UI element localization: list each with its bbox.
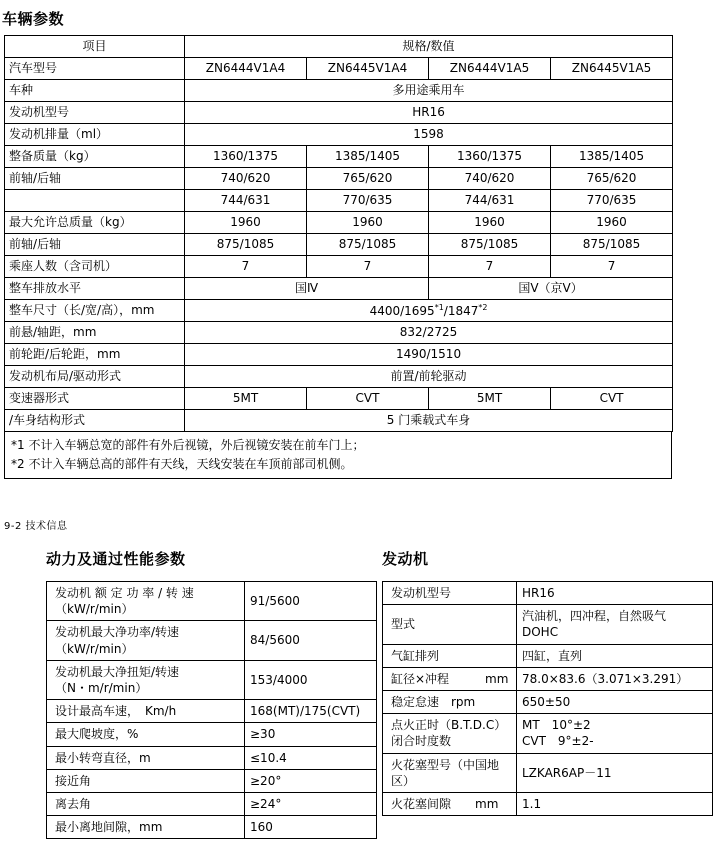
row-value: 1960 [185,212,307,234]
perf-key-line2: （N・m/r/min） [55,680,148,695]
engine-value: 1.1 [517,792,713,815]
perf-value: 84/5600 [245,621,377,660]
row-value: 1360/1375 [429,146,551,168]
table-row [5,80,673,102]
engine-value-line2: CVT 9°±2- [522,734,594,749]
row-value: 1598 [185,124,673,146]
table-row [383,714,713,753]
row-value: 1385/1405 [307,146,429,168]
table-row [5,410,673,432]
row-value: 5 门乘载式车身 [185,410,673,432]
engine-title: 发动机 [382,550,429,568]
row-label: 乘座人数（含司机） [5,256,185,278]
table-row [383,667,713,690]
row-value: 770/635 [307,190,429,212]
row-value: 7 [185,256,307,278]
perf-key-line1: 发动机最大净功率/转速 [55,625,180,640]
engine-value-line2: DOHC [522,625,559,640]
table-row [47,769,377,792]
row-value: 7 [307,256,429,278]
footnote-ref-1: *1 [434,302,444,312]
row-value: 744/631 [185,190,307,212]
table-footnotes [4,432,672,479]
perf-key: 离去角 [47,792,245,815]
row-label: 发动机布局/驱动形式 [5,366,185,388]
engine-key-line2: 区） [391,773,416,788]
row-value: 多用途乘用车 [185,80,673,102]
row-value: 740/620 [429,168,551,190]
table-row [383,644,713,667]
row-label: 整车排放水平 [5,278,185,300]
row-value: 7 [551,256,673,278]
row-label: 前轴/后轴 [5,234,185,256]
perf-key-line2: （kW/r/min） [55,641,134,656]
engine-key-line1: 火花塞型号（中国地 [391,757,500,772]
row-value: 1960 [429,212,551,234]
table-header-row [5,36,673,58]
footnote-1: *1 不计入车辆总宽的部件有外后视镜，外后视镜安装在前车门上； [11,438,365,452]
perf-value: ≤10.4 [245,746,377,769]
model-cell: ZN6444V1A4 [185,58,307,80]
perf-key [47,621,245,660]
perf-value: ≥30 [245,723,377,746]
row-label: 发动机型号 [5,102,185,124]
row-value: 5MT [185,388,307,410]
table-row [383,753,713,792]
perf-value: ≥20° [245,769,377,792]
perf-key [47,582,245,621]
table-row [5,344,673,366]
table-row [383,605,713,644]
engine-key: 气缸排列 [383,644,517,667]
page-title: 车辆参数 [2,10,65,28]
table-row [47,660,377,699]
table-row [47,621,377,660]
engine-key: 缸径×冲程 mm [383,667,517,690]
table-row [5,234,673,256]
row-label: 车种 [5,80,185,102]
dim-height: /1847 [443,303,479,318]
perf-value: 91/5600 [245,582,377,621]
row-value: 国Ⅳ [185,278,429,300]
page-footer-note: 9-2 技术信息 [4,521,68,533]
table-row [5,212,673,234]
table-row [5,278,673,300]
row-label: 最大允许总质量（kg） [5,212,185,234]
footnote-2: *2 不计入车辆总高的部件有天线，天线安装在车顶前部司机侧。 [11,456,353,471]
row-value: CVT [307,388,429,410]
row-value: 765/620 [551,168,673,190]
model-cell: ZN6445V1A4 [307,58,429,80]
row-value: 1960 [551,212,673,234]
engine-table [382,581,713,816]
engine-value: 650±50 [517,690,713,713]
perf-key-line2: （kW/r/min） [55,602,134,617]
model-cell: ZN6445V1A5 [551,58,673,80]
row-label: 整备质量（kg） [5,146,185,168]
vehicle-parameters-table [4,35,673,432]
row-value: 744/631 [429,190,551,212]
table-row [383,792,713,815]
perf-key: 最大爬坡度，% [47,723,245,746]
table-row [47,700,377,723]
row-value-dimensions [185,300,673,322]
row-label-cont [5,190,185,212]
perf-key: 设计最高车速， Km/h [47,700,245,723]
table-row [5,102,673,124]
table-row [5,388,673,410]
perf-value: 168(MT)/175(CVT) [245,700,377,723]
perf-key-line1: 发动机 额 定 功 率 / 转 速 [55,586,194,600]
perf-key [47,660,245,699]
row-label: /车身结构形式 [5,410,185,432]
perf-value: 153/4000 [245,660,377,699]
engine-key [383,714,517,753]
row-value: 1960 [307,212,429,234]
row-label: 发动机排量（ml） [5,124,185,146]
row-value: 770/635 [551,190,673,212]
row-value: 1360/1375 [185,146,307,168]
engine-value: 四缸，直列 [517,644,713,667]
table-row [383,690,713,713]
engine-key: 型式 [383,605,517,644]
engine-value [517,605,713,644]
row-value: 5MT [429,388,551,410]
engine-key-line2: 闭合时度数 [391,734,452,749]
table-row [5,146,673,168]
perf-value: 160 [245,816,377,839]
engine-value-line1: 汽油机，四冲程，自然吸气 [522,609,667,624]
table-row [47,582,377,621]
perf-key: 最小离地间隙，mm [47,816,245,839]
row-label: 前悬/轴距，mm [5,322,185,344]
table-row [5,58,673,80]
table-row [47,816,377,839]
row-value: 875/1085 [307,234,429,256]
performance-column [0,548,382,839]
engine-key-line1: 点火正时（B.T.D.C） [391,718,507,733]
table-row [5,168,673,190]
engine-key [383,753,517,792]
row-label: 前轴/后轴 [5,168,185,190]
engine-value: HR16 [517,582,713,605]
table-row [383,582,713,605]
engine-key: 火花塞间隙 mm [383,792,517,815]
dim-width: 4400/1695 [369,303,435,318]
table-row [5,190,673,212]
engine-value: 78.0×83.6（3.071×3.291） [517,667,713,690]
row-label: 变速器形式 [5,388,185,410]
perf-key: 最小转弯直径，m [47,746,245,769]
table-row [5,366,673,388]
row-value: 7 [429,256,551,278]
table-row [5,124,673,146]
perf-key: 接近角 [47,769,245,792]
perf-key-line1: 发动机最大净扭矩/转速 [55,664,180,679]
row-value: 前置/前轮驱动 [185,366,673,388]
engine-value [517,714,713,753]
row-value: 832/2725 [185,322,673,344]
engine-column [382,548,728,839]
header-spec: 规格/数值 [185,36,673,58]
row-value: CVT [551,388,673,410]
table-row [47,723,377,746]
engine-value: LZKAR6AP－11 [517,753,713,792]
row-label: 整车尺寸（长/宽/高），mm [5,300,185,322]
engine-key: 稳定怠速 rpm [383,690,517,713]
header-item: 项目 [5,36,185,58]
row-value: 740/620 [185,168,307,190]
table-row [5,256,673,278]
row-value: HR16 [185,102,673,124]
row-value: 875/1085 [429,234,551,256]
table-row [5,300,673,322]
performance-title: 动力及通过性能参数 [46,550,186,568]
footnote-ref-2: *2 [478,302,488,312]
lower-section [0,548,728,839]
row-value: 1490/1510 [185,344,673,366]
performance-table [46,581,377,839]
table-row [47,746,377,769]
engine-key: 发动机型号 [383,582,517,605]
table-row [5,322,673,344]
model-cell: ZN6444V1A5 [429,58,551,80]
row-value: 765/620 [307,168,429,190]
row-label: 前轮距/后轮距，mm [5,344,185,366]
row-value: 875/1085 [551,234,673,256]
row-value: 1385/1405 [551,146,673,168]
row-value: 国Ⅴ（京Ⅴ） [429,278,673,300]
table-row [47,792,377,815]
perf-value: ≥24° [245,792,377,815]
row-label: 汽车型号 [5,58,185,80]
row-value: 875/1085 [185,234,307,256]
engine-value-line1: MT 10°±2 [522,718,591,733]
